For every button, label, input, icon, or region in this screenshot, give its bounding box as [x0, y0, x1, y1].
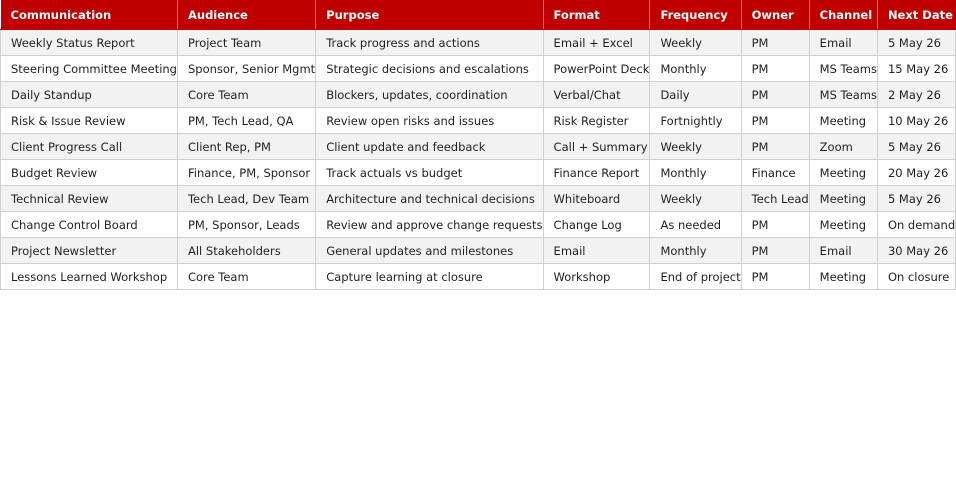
cell-audience[interactable]: PM, Tech Lead, QA	[177, 108, 315, 134]
header-channel[interactable]: Channel	[809, 0, 877, 30]
cell-owner[interactable]: Tech Lead	[741, 186, 809, 212]
cell-audience[interactable]: All Stakeholders	[177, 238, 315, 264]
cell-next-date[interactable]: 5 May 26	[877, 30, 955, 56]
cell-next-date[interactable]: 10 May 26	[877, 108, 955, 134]
cell-audience[interactable]: Client Rep, PM	[177, 134, 315, 160]
cell-audience[interactable]: PM, Sponsor, Leads	[177, 212, 315, 238]
cell-format[interactable]: Whiteboard	[543, 186, 650, 212]
cell-audience[interactable]: Core Team	[177, 82, 315, 108]
cell-channel[interactable]: Email	[809, 30, 877, 56]
cell-purpose[interactable]: Architecture and technical decisions	[316, 186, 543, 212]
cell-purpose[interactable]: Client update and feedback	[316, 134, 543, 160]
cell-frequency[interactable]: Monthly	[650, 160, 741, 186]
cell-frequency[interactable]: Monthly	[650, 56, 741, 82]
header-audience[interactable]: Audience	[177, 0, 315, 30]
cell-audience[interactable]: Project Team	[177, 30, 315, 56]
cell-audience[interactable]: Finance, PM, Sponsor	[177, 160, 315, 186]
header-frequency[interactable]: Frequency	[650, 0, 741, 30]
cell-communication[interactable]: Client Progress Call	[1, 134, 178, 160]
cell-format[interactable]: Email	[543, 238, 650, 264]
cell-audience[interactable]: Core Team	[177, 264, 315, 290]
cell-frequency[interactable]: Fortnightly	[650, 108, 741, 134]
cell-format[interactable]: Finance Report	[543, 160, 650, 186]
cell-next-date[interactable]: 2 May 26	[877, 82, 955, 108]
cell-channel[interactable]: MS Teams	[809, 82, 877, 108]
table-row	[1, 108, 956, 134]
table-row	[1, 212, 956, 238]
cell-communication[interactable]: Project Newsletter	[1, 238, 178, 264]
cell-communication[interactable]: Weekly Status Report	[1, 30, 178, 56]
cell-frequency[interactable]: Daily	[650, 82, 741, 108]
cell-next-date[interactable]: On demand	[877, 212, 955, 238]
header-communication[interactable]: Communication	[1, 0, 178, 30]
table-body	[1, 30, 956, 290]
cell-channel[interactable]: Meeting	[809, 160, 877, 186]
table-row	[1, 238, 956, 264]
cell-owner[interactable]: Finance	[741, 160, 809, 186]
cell-channel[interactable]: Email	[809, 238, 877, 264]
cell-purpose[interactable]: Strategic decisions and escalations	[316, 56, 543, 82]
header-row	[1, 0, 956, 30]
table-row	[1, 186, 956, 212]
header-next-date[interactable]: Next Date	[877, 0, 955, 30]
cell-purpose[interactable]: General updates and milestones	[316, 238, 543, 264]
cell-frequency[interactable]: End of project	[650, 264, 741, 290]
cell-purpose[interactable]: Capture learning at closure	[316, 264, 543, 290]
cell-next-date[interactable]: 15 May 26	[877, 56, 955, 82]
cell-purpose[interactable]: Review and approve change requests	[316, 212, 543, 238]
table-row	[1, 56, 956, 82]
cell-communication[interactable]: Budget Review	[1, 160, 178, 186]
cell-owner[interactable]: PM	[741, 238, 809, 264]
cell-communication[interactable]: Technical Review	[1, 186, 178, 212]
cell-frequency[interactable]: Monthly	[650, 238, 741, 264]
cell-audience[interactable]: Tech Lead, Dev Team	[177, 186, 315, 212]
cell-frequency[interactable]: Weekly	[650, 30, 741, 56]
cell-format[interactable]: Email + Excel	[543, 30, 650, 56]
header-owner[interactable]: Owner	[741, 0, 809, 30]
cell-owner[interactable]: PM	[741, 82, 809, 108]
cell-owner[interactable]: PM	[741, 30, 809, 56]
cell-frequency[interactable]: Weekly	[650, 134, 741, 160]
cell-communication[interactable]: Change Control Board	[1, 212, 178, 238]
cell-communication[interactable]: Daily Standup	[1, 82, 178, 108]
cell-purpose[interactable]: Track actuals vs budget	[316, 160, 543, 186]
table-row	[1, 30, 956, 56]
cell-frequency[interactable]: Weekly	[650, 186, 741, 212]
cell-next-date[interactable]: On closure	[877, 264, 955, 290]
cell-purpose[interactable]: Blockers, updates, coordination	[316, 82, 543, 108]
table-row	[1, 134, 956, 160]
cell-audience[interactable]: Sponsor, Senior Mgmt	[177, 56, 315, 82]
cell-channel[interactable]: Meeting	[809, 186, 877, 212]
cell-format[interactable]: Call + Summary	[543, 134, 650, 160]
table-row	[1, 264, 956, 290]
cell-purpose[interactable]: Track progress and actions	[316, 30, 543, 56]
cell-next-date[interactable]: 5 May 26	[877, 186, 955, 212]
cell-channel[interactable]: Zoom	[809, 134, 877, 160]
cell-format[interactable]: Change Log	[543, 212, 650, 238]
cell-owner[interactable]: PM	[741, 56, 809, 82]
header-format[interactable]: Format	[543, 0, 650, 30]
cell-owner[interactable]: PM	[741, 134, 809, 160]
cell-next-date[interactable]: 20 May 26	[877, 160, 955, 186]
cell-channel[interactable]: Meeting	[809, 108, 877, 134]
cell-next-date[interactable]: 5 May 26	[877, 134, 955, 160]
cell-format[interactable]: PowerPoint Deck	[543, 56, 650, 82]
table-row	[1, 160, 956, 186]
cell-communication[interactable]: Risk & Issue Review	[1, 108, 178, 134]
cell-communication[interactable]: Lessons Learned Workshop	[1, 264, 178, 290]
cell-purpose[interactable]: Review open risks and issues	[316, 108, 543, 134]
header-purpose[interactable]: Purpose	[316, 0, 543, 30]
cell-owner[interactable]: PM	[741, 108, 809, 134]
cell-channel[interactable]: MS Teams	[809, 56, 877, 82]
cell-frequency[interactable]: As needed	[650, 212, 741, 238]
cell-owner[interactable]: PM	[741, 264, 809, 290]
cell-communication[interactable]: Steering Committee Meeting	[1, 56, 178, 82]
cell-channel[interactable]: Meeting	[809, 212, 877, 238]
cell-channel[interactable]: Meeting	[809, 264, 877, 290]
cell-next-date[interactable]: 30 May 26	[877, 238, 955, 264]
cell-format[interactable]: Workshop	[543, 264, 650, 290]
cell-format[interactable]: Risk Register	[543, 108, 650, 134]
cell-owner[interactable]: PM	[741, 212, 809, 238]
cell-format[interactable]: Verbal/Chat	[543, 82, 650, 108]
table-row	[1, 82, 956, 108]
